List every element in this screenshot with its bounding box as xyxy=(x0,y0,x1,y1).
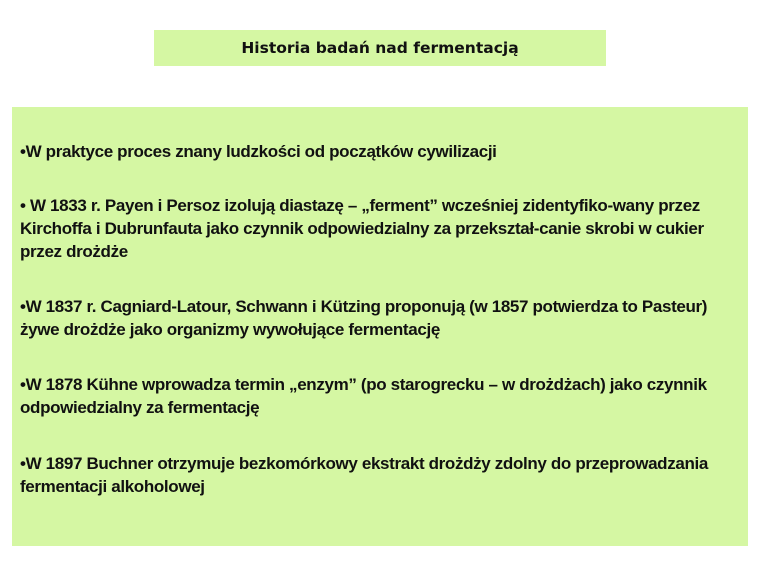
bullet-item: •W praktyce proces znany ludzkości od początków cywilizacji xyxy=(20,142,497,161)
bullet-item: •W 1878 Kühne wprowadza termin „enzym” (po starogrecku – w drożdżach) jako czynnik odpowiedzialny za fermentację xyxy=(20,375,707,417)
bullet-item: • W 1833 r. Payen i Persoz izolują diastazę – „ferment” wcześniej zidentyfiko-wany przez Kirchoffa i Dubrunfauta jako czynnik odpowiedzialny za przekształ-canie skrobi w cukier przez drożdże xyxy=(20,196,704,261)
content-box xyxy=(12,107,748,546)
slide-title-box xyxy=(154,30,606,66)
bullet-item: •W 1837 r. Cagniard-Latour, Schwann i Kützing proponują (w 1857 potwierdza to Pasteur) żywe drożdże jako organizmy wywołujące fermentację xyxy=(20,297,708,339)
slide-title: Historia badań nad fermentacją xyxy=(241,39,519,57)
bullet-item: •W 1897 Buchner otrzymuje bezkomórkowy ekstrakt drożdży zdolny do przeprowadzania fermentacji alkoholowej xyxy=(20,454,708,496)
